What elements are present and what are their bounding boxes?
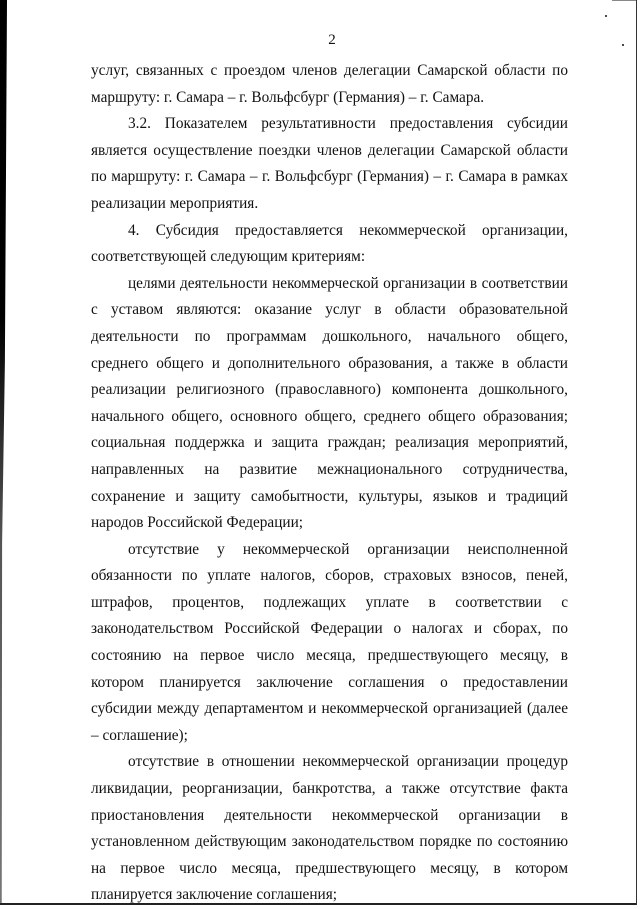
paragraph-clause-3-2: 3.2. Показателем результативности предоставления субсидии является осуществление поездки членов делегации Самарской области по маршруту: г. Самара – г. Вольфсбург (Германия) – г. Самара в рамках реализации мероприятия. xyxy=(91,115,568,212)
scan-edge-right xyxy=(636,0,637,905)
paragraph-criterion-goals: целями деятельности некоммерческой организации в соответствии с уставом являются: оказание услуг в области образовательной деятельности по программам дошкольного, начального общего, среднего общего и дополнительного образования, а также в области реализации религиозного (православного) компонента дошкольного, начального общего, основного общего, среднего общего образования; социальная поддержка и защита граждан; реализация мероприятий, направленных на развитие межнационального сотрудничества, сохранение и защиту самобытности, культуры, языков и традиций народов Российской Федерации; xyxy=(91,274,568,532)
paragraph-continuation: услуг, связанных с проездом членов делегации Самарской области по маршруту: г. Самара – г. Вольфсбург (Германия) – г. Самара. xyxy=(91,62,568,106)
paragraph-criterion-no-debt: отсутствие у некоммерческой организации неисполненной обязанности по уплате налогов, сборов, страховых взносов, пеней, штрафов, процентов, подлежащих уплате в соответствии с законодательством Российской Федерации о налогах и сборах, по состоянию на первое число месяца, предшествующего месяцу, в котором планируется заключение соглашения о предоставлении субсидии между департаментом и некоммерческой организацией (далее – соглашение); xyxy=(91,540,568,744)
paragraph-clause-4: 4. Субсидия предоставляется некоммерческой организации, соответствующей следующим критериям: xyxy=(91,221,568,266)
scan-speck xyxy=(605,15,607,17)
scan-edge-left xyxy=(0,0,7,905)
paragraph-criterion-no-liquidation: отсутствие в отношении некоммерческой организации процедур ликвидации, реорганизации, банкротства, а также отсутствие факта приостановления деятельности некоммерческой организации в установленном действующим законодательством порядке по состоянию на первое число месяца, предшествующего месяцу, в котором планируется заключение соглашения; xyxy=(91,753,568,904)
document-body xyxy=(91,58,568,909)
scan-edge-top xyxy=(612,0,636,1)
page-number: 2 xyxy=(328,32,336,48)
